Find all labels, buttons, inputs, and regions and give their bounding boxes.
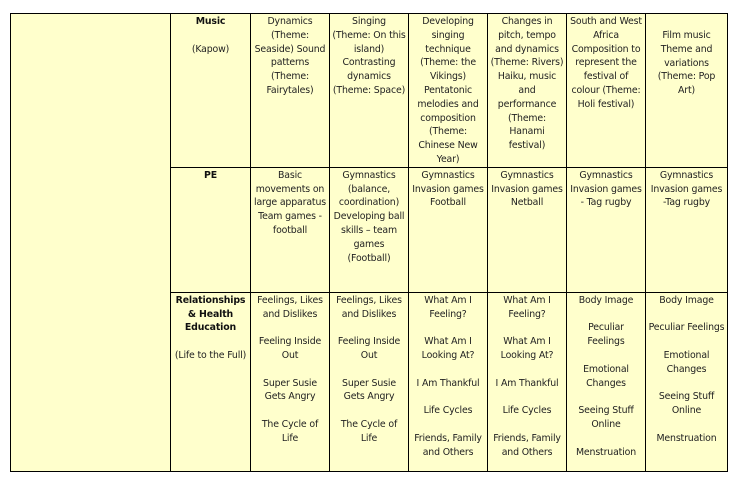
list-item: The Cycle of Life <box>261 418 319 444</box>
table-cell <box>251 292 330 471</box>
list-item: Menstruation <box>656 432 717 444</box>
list-item: Super Susie Gets Angry <box>342 377 396 403</box>
table-cell: Singing (Theme: On this island) Contrasting dynamics (Theme: Space) <box>330 14 409 168</box>
list-item: Feelings, Likes and Dislikes <box>257 294 323 320</box>
list-item: What Am I Feeling? <box>424 294 472 320</box>
list-item: Peculiar Feelings <box>587 322 625 348</box>
list-item: What Am I Looking At? <box>421 336 475 361</box>
table-cell <box>330 292 409 471</box>
table-cell <box>488 292 567 471</box>
list-item: Life Cycles <box>423 405 473 417</box>
table-row-music <box>11 14 728 168</box>
table-cell: Gymnastics Invasion games Football <box>409 167 488 292</box>
table-cell: Gymnastics Invasion games -Tag rugby <box>646 167 728 292</box>
list-item: What Am I Feeling? <box>503 294 551 320</box>
list-item: I Am Thankful <box>495 377 559 389</box>
table-cell: Basic movements on large apparatus Team games - football <box>251 167 330 292</box>
table-cell <box>567 292 646 471</box>
list-item: Emotional Changes <box>663 349 710 375</box>
list-item: Friends, Family and Others <box>414 432 482 458</box>
list-item: I Am Thankful <box>416 377 480 389</box>
table-cell: Gymnastics Invasion games Netball <box>488 167 567 292</box>
subject-cell-pe <box>171 167 251 292</box>
list-item: Super Susie Gets Angry <box>263 377 317 403</box>
subject-cell-music <box>171 14 251 168</box>
list-item: Seeing Stuff Online <box>658 391 715 417</box>
list-item: Seeing Stuff Online <box>578 405 634 430</box>
subject-title: Relationships & Health Education <box>175 294 246 334</box>
table-cell <box>646 292 728 471</box>
list-item: The Cycle of Life <box>340 418 398 444</box>
table-cell: Changes in pitch, tempo and dynamics (Theme: Rivers) Haiku, music and performance (Theme: Hanami festival) <box>488 14 567 168</box>
list-item: Friends, Family and Others <box>493 432 561 458</box>
list-item: Feelings, Likes and Dislikes <box>336 294 402 320</box>
subject-title: Music <box>195 16 226 27</box>
blank-left-cell <box>11 14 171 472</box>
table-cell <box>409 292 488 471</box>
table-cell: Film music Theme and variations (Theme: Pop Art) <box>646 14 728 168</box>
list-item: Feeling Inside Out <box>258 336 322 361</box>
list-item: Body Image <box>578 294 634 306</box>
subject-title: PE <box>204 169 217 181</box>
table-cell: Developing singing technique (Theme: the Vikings) Pentatonic melodies and composition (Theme: Chinese New Year) <box>409 14 488 168</box>
subject-subtitle: (Kapow) <box>191 43 230 55</box>
list-item: What Am I Looking At? <box>500 336 554 361</box>
table-cell: Dynamics (Theme: Seaside) Sound patterns (Theme: Fairytales) <box>251 14 330 168</box>
list-item: Peculiar Feelings <box>648 322 725 334</box>
list-item: Body Image <box>659 294 714 306</box>
subject-subtitle: (Life to the Full) <box>174 349 247 361</box>
list-item: Life Cycles <box>502 405 552 417</box>
curriculum-table <box>10 13 728 472</box>
table-cell: Gymnastics (balance, coordination) Developing ball skills – team games (Football) <box>330 167 409 292</box>
table-cell: Gymnastics Invasion games - Tag rugby <box>567 167 646 292</box>
list-item: Menstruation <box>575 446 637 458</box>
table-cell: South and West Africa Composition to represent the festival of colour (Theme: Holi festival) <box>567 14 646 168</box>
list-item: Feeling Inside Out <box>337 336 401 361</box>
subject-cell-rhe <box>171 292 251 471</box>
list-item: Emotional Changes <box>583 363 629 389</box>
